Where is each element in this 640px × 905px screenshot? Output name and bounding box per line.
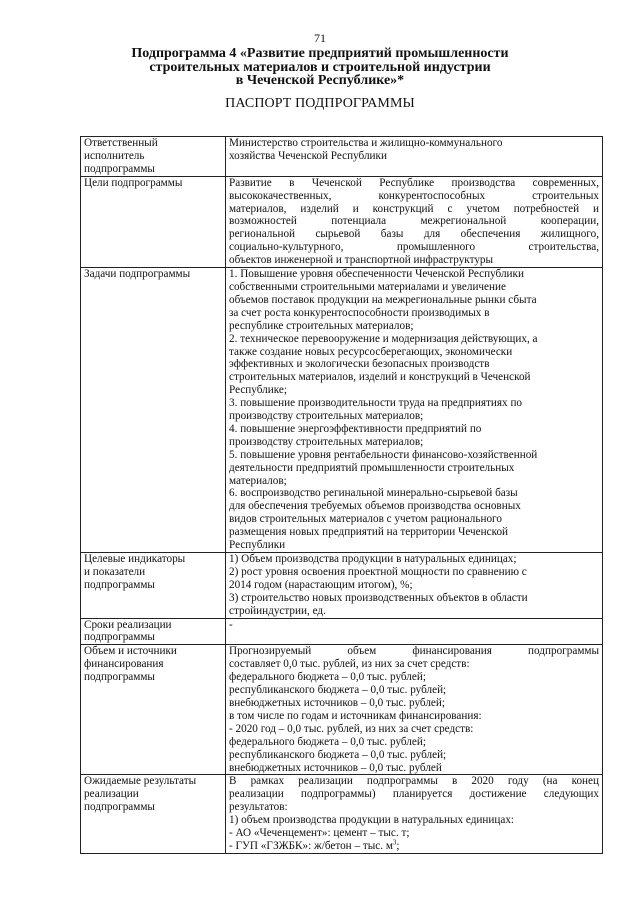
table-row — [81, 268, 603, 553]
row-content-line: 6. воспроизводство регинальной минерально-сырьевой базы — [229, 487, 518, 500]
row-content-line: возможностей потенциала межрегиональной кооперации, — [229, 215, 599, 228]
passport-title: ПАСПОРТ ПОДПРОГРАММЫ — [225, 96, 415, 111]
row-content-line: республике строительных материалов; — [229, 319, 414, 332]
row-content-line: материалов, изделий и конструкций с учетом потребностей и — [229, 202, 599, 215]
row-content-cell — [226, 645, 603, 775]
row-content-line: также создание новых ресурсосберегающих, экономически — [229, 345, 513, 358]
row-content-line: собственными строительными материалами и увеличение — [229, 280, 506, 293]
row-content-line: для обеспечения требуемых объемов производства основных — [229, 500, 521, 513]
row-label-line: Целевые индикаторы — [84, 553, 186, 565]
passport-table — [80, 136, 603, 854]
row-label-cell — [81, 775, 226, 853]
row-content-line: строительных материалов, изделий и конструкций в Чеченской — [229, 371, 531, 384]
row-content-line: 5. повышение уровня рентабельности финансово-хозяйственной — [229, 448, 538, 461]
row-content-line: за счет роста конкурентоспособности производимых в — [229, 306, 490, 319]
row-content-line: хозяйства Чеченской Республики — [229, 149, 387, 162]
row-content-line: внебюджетных источников – 0,0 тыс. рублей; — [229, 696, 445, 709]
row-label-cell — [81, 176, 226, 267]
row-label-line: Сроки реализации — [84, 618, 172, 631]
row-content-line: - ГУП «ГЗЖБК»: ж/бетон – тыс. $м^3$; — [229, 838, 400, 852]
row-content-line: эффективных и экологически безопасных производств — [229, 358, 490, 371]
row-content-line: Развитие в Чеченской Республике производства современных, — [229, 176, 599, 189]
row-label-cell — [81, 268, 226, 553]
row-label-line: Цели подпрограммы — [84, 176, 183, 189]
table-row — [81, 618, 603, 645]
row-content-line: в том числе по годам и источникам финансирования: — [229, 709, 482, 722]
row-content-line: региональной сырьевой базы для обеспечения жилищного, — [229, 228, 599, 241]
row-content-line: социально-культурного, промышленного строительства, — [229, 241, 599, 254]
row-label-line: подпрограммы — [84, 631, 155, 644]
table-row — [81, 553, 603, 619]
row-content-line: составляет 0,0 тыс. рублей, из них за счет средств: — [229, 658, 470, 671]
title-line: в Чеченской Республике»* — [235, 73, 405, 88]
row-content-line: 3) строительство новых производственных объектов в области — [229, 591, 528, 604]
row-content-line: реализации подпрограммы) планируется достижение следующих — [229, 788, 599, 801]
row-content-line: результатов: — [229, 801, 288, 814]
row-content-cell — [226, 553, 603, 619]
row-content-cell — [226, 176, 603, 267]
row-content-line: стройиндустрии, ед. — [229, 604, 326, 617]
row-label-line: финансирования — [84, 658, 164, 671]
row-content-line: размещения новых предприятий на территории Чеченской — [229, 526, 509, 539]
row-content-line: 4. повышение энергоэффективности предприятий по — [229, 422, 482, 435]
row-content-line: производству строительных материалов; — [229, 435, 424, 448]
row-label-line: и показатели — [84, 565, 146, 578]
row-content-line: объемов поставок продукции на межрегиональные рынки сбыта — [229, 293, 537, 306]
row-content-line: Республике; — [229, 384, 287, 397]
row-content-line: В рамках реализации подпрограммы в 2020 году (на конец — [229, 775, 599, 788]
table-row — [81, 645, 603, 775]
row-label-line: подпрограммы — [84, 671, 155, 684]
row-content-line: внебюджетных источников – 0,0 тыс. рублей — [229, 761, 442, 774]
row-label-cell — [81, 618, 226, 645]
row-label-line: подпрограммы — [84, 801, 155, 814]
row-label-cell — [81, 645, 226, 775]
title-line: Подпрограмма 4 «Развитие предприятий промышленности — [131, 46, 509, 61]
row-content-line: 2. техническое перевооружение и модернизация действующих, а — [229, 332, 538, 345]
row-label-line: реализации — [84, 788, 139, 801]
row-label-line: Задачи подпрограммы — [84, 268, 191, 281]
row-content-line: - — [229, 618, 233, 631]
row-label-line: Ответственный — [84, 137, 158, 149]
table-row — [81, 176, 603, 267]
row-content-cell — [226, 137, 603, 177]
row-label-line: Объем и источники — [84, 645, 177, 658]
row-content-line: - 2020 год – 0,0 тыс. рублей, из них за счет средств: — [229, 722, 474, 735]
page-number: 71 — [314, 31, 326, 45]
row-content-cell — [226, 618, 603, 645]
row-content-line: объектов инженерной и транспортной инфраструктуры — [229, 254, 494, 267]
row-label-cell — [81, 137, 226, 177]
unit-superscript: 3 — [392, 838, 397, 847]
row-content-line: 3. повышение производительности труда на предприятиях по — [229, 397, 523, 410]
row-content-line: Прогнозируемый объем финансирования подпрограммы — [229, 645, 599, 658]
row-label-line: подпрограммы — [84, 578, 155, 591]
row-content-line: производству строительных материалов; — [229, 410, 424, 423]
row-content-line: 2) рост уровня освоения проектной мощности по сравнению с — [229, 565, 527, 578]
row-content-line: 1) объем производства продукции в натуральных единицах: — [229, 814, 515, 827]
row-content-line: 2014 годом (нарастающим итогом), %; — [229, 578, 413, 591]
table-row — [81, 775, 603, 853]
table-row — [81, 137, 603, 177]
row-content-line: материалов; — [229, 474, 287, 487]
row-content-line: Министерство строительства и жилищно-коммунального — [229, 137, 503, 149]
row-content-line: федерального бюджета – 0,0 тыс. рублей; — [229, 735, 426, 748]
row-content-line: 1) Объем производства продукции в натуральных единицах; — [229, 553, 517, 565]
row-content-cell — [226, 775, 603, 853]
row-content-line: видов строительных материалов с учетом рационального — [229, 513, 502, 526]
row-label-cell — [81, 553, 226, 619]
row-content-line: 1. Повышение уровня обеспеченности Чеченской Республики — [229, 268, 524, 281]
row-content-line: республиканского бюджета – 0,0 тыс. рублей; — [229, 748, 447, 761]
row-label-line: исполнитель — [84, 149, 145, 162]
document-title — [100, 47, 540, 88]
title-line: строительных материалов и строительной индустрии — [149, 59, 491, 75]
row-content-line: - АО «Чеченцемент»: цемент – тыс. т; — [229, 827, 410, 840]
row-content-line: Республики — [229, 539, 286, 552]
row-content-line: федерального бюджета – 0,0 тыс. рублей; — [229, 671, 426, 684]
row-content-cell — [226, 268, 603, 553]
row-label-line: подпрограммы — [84, 162, 155, 175]
row-content-line: высококачественных, конкурентоспособных строительных — [229, 189, 599, 202]
row-label-line: Ожидаемые результаты — [84, 775, 197, 788]
row-content-line: деятельности предприятий промышленности строительных — [229, 461, 515, 474]
row-content-line: республиканского бюджета – 0,0 тыс. рублей; — [229, 684, 447, 697]
